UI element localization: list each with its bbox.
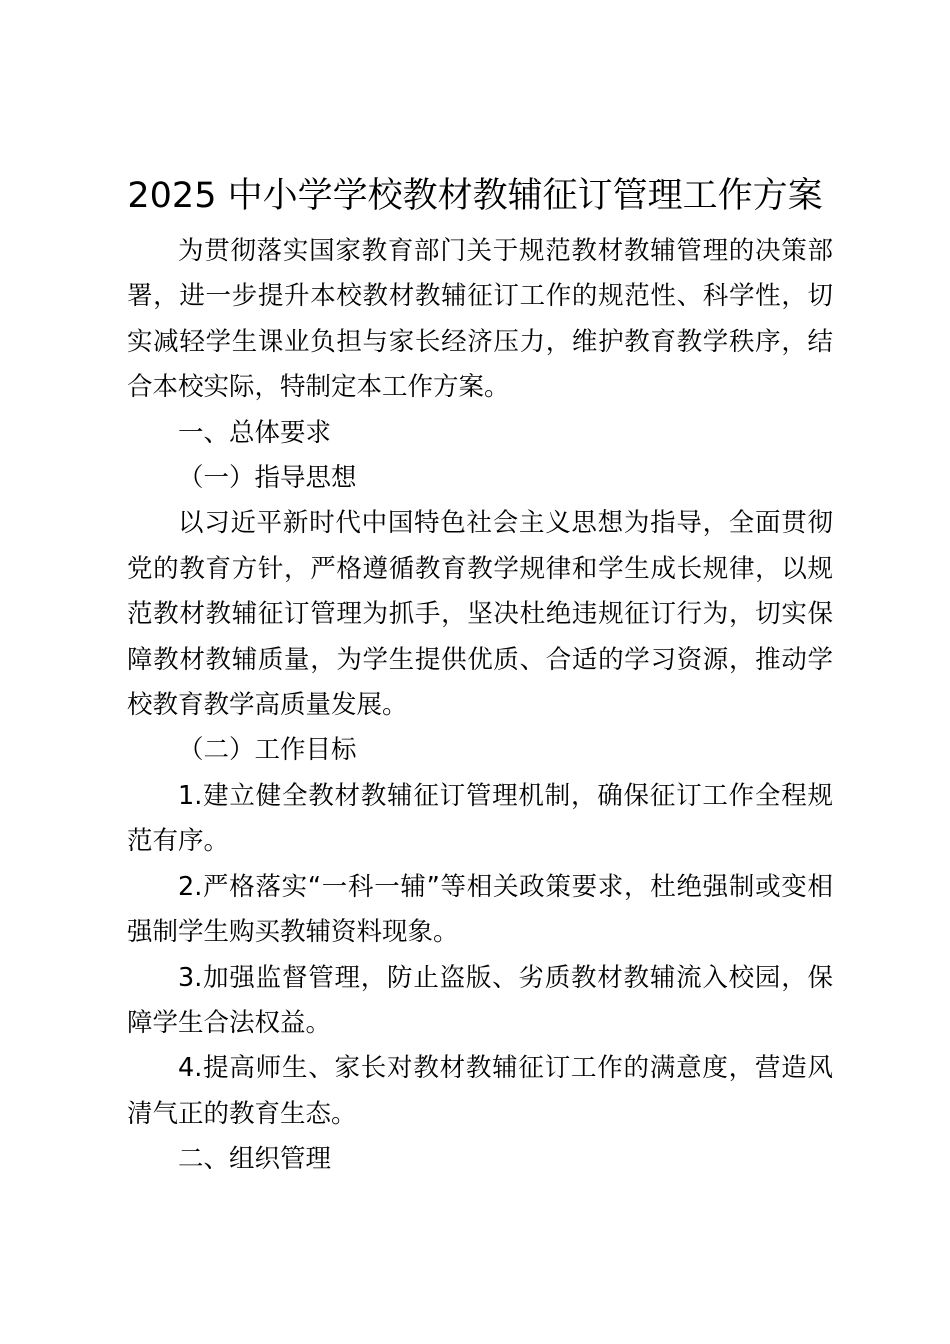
document-body [127, 229, 833, 1183]
goal-item-4: 4.提高师生、家长对教材教辅征订工作的满意度，营造风清气正的教育生态。 [127, 1053, 833, 1129]
goal-item-1: 1.建立健全教材教辅征订管理机制，确保征订工作全程规范有序。 [127, 780, 833, 857]
intro-paragraph: 为贯彻落实国家教育部门关于规范教材教辅管理的决策部署，进一步提升本校教材教辅征订工作的规范性、科学性，切实减轻学生课业负担与家长经济压力，维护教育教学秩序，结合本校实际，特制定本工作方案。 [127, 236, 833, 403]
subsection-heading-work-goals: （二）工作目标 [178, 735, 357, 766]
goal-item-3: 3.加强监督管理，防止盗版、劣质教材教辅流入校园，保障学生合法权益。 [127, 962, 833, 1038]
section-heading-organization-management: 二、组织管理 [178, 1144, 332, 1175]
goal-item-2: 2.严格落实“一科一辅”等相关政策要求，杜绝强制或变相强制学生购买教辅资料现象。 [127, 871, 833, 948]
subsection-heading-guiding-ideology: （一）指导思想 [178, 463, 357, 494]
document-title: 2025 中小学学校教材教辅征订管理工作方案 [127, 176, 823, 216]
section-heading-general-requirements: 一、总体要求 [178, 417, 332, 448]
guiding-ideology-paragraph: 以习近平新时代中国特色社会主义思想为指导，全面贯彻党的教育方针，严格遵循教育教学规律和学生成长规律，以规范教材教辅征订管理为抓手，坚决杜绝违规征订行为，切实保障教材教辅质量，为学生提供优质、合适的学习资源，推动学校教育教学高质量发展。 [127, 508, 833, 721]
